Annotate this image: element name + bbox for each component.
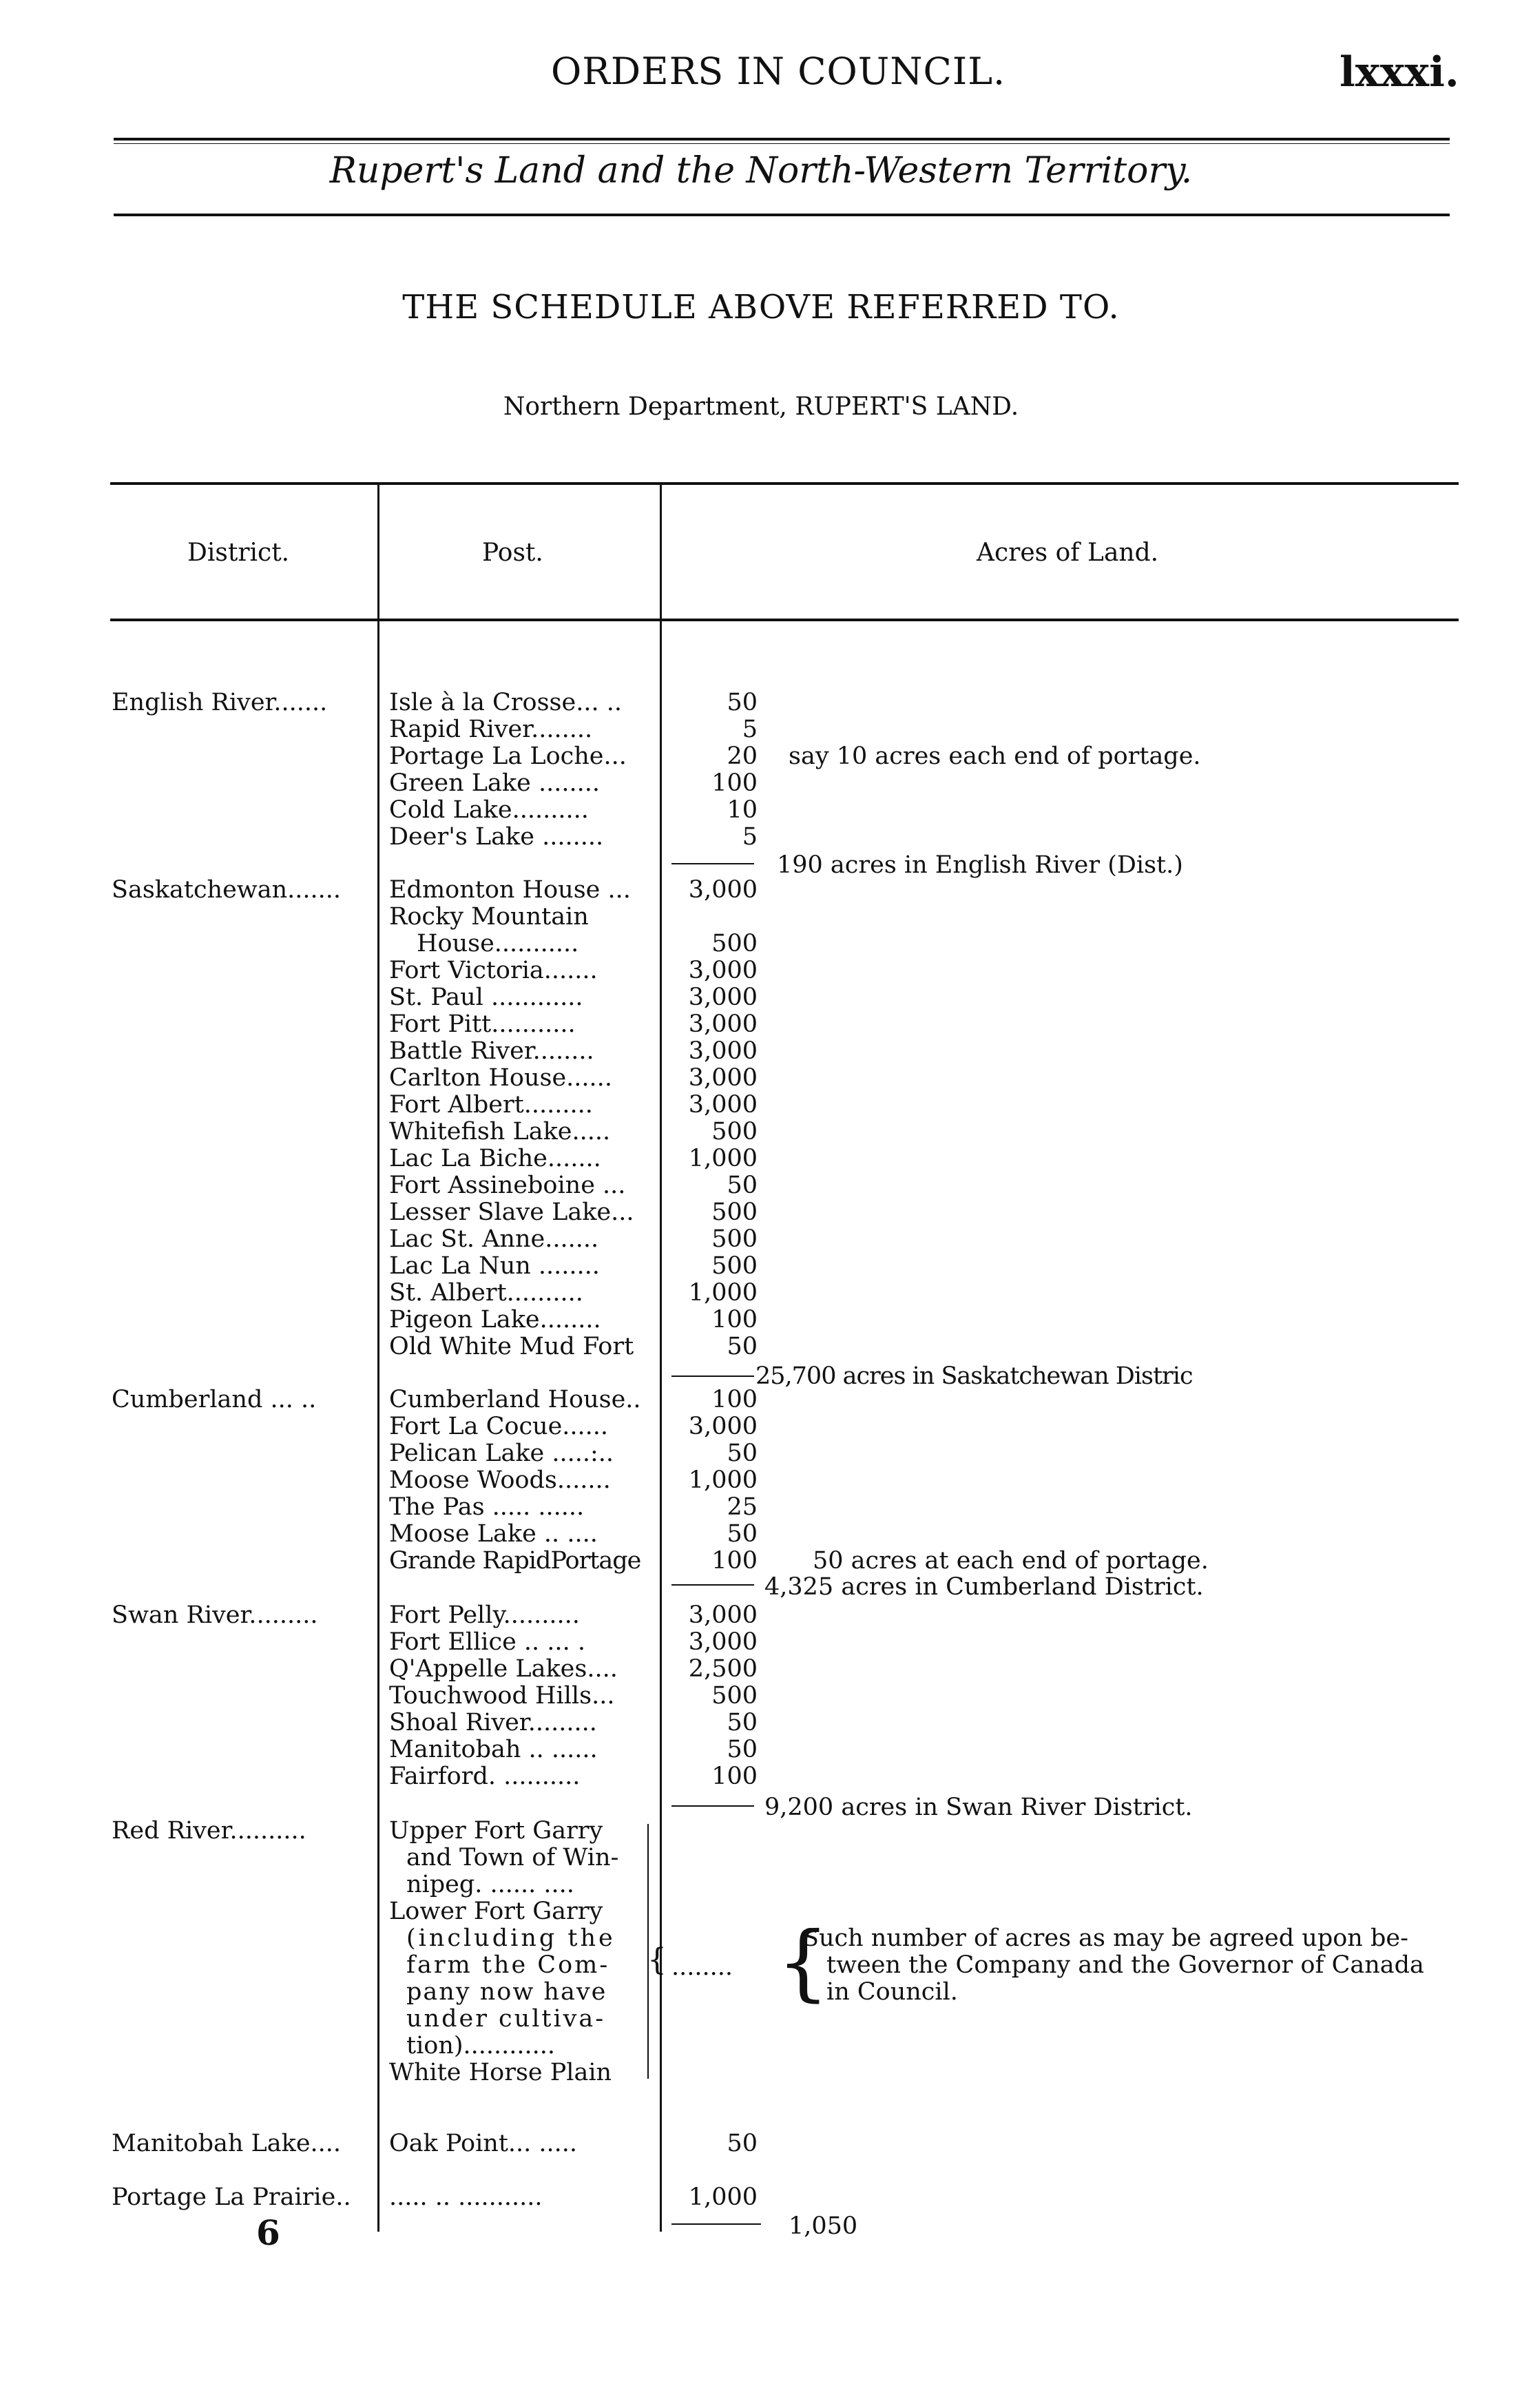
- post-name: pany now have: [406, 1978, 607, 2006]
- district-total: 25,700 acres in Saskatchewan Distric: [755, 1362, 1193, 1390]
- post-name: Lac La Biche.......: [389, 1145, 601, 1172]
- acres-value: 3,000: [688, 1091, 758, 1119]
- column-divider-1: [377, 482, 379, 2232]
- acres-value: 3,000: [688, 1064, 758, 1092]
- acres-value: 100: [711, 1547, 758, 1575]
- post-name: Fort Pitt...........: [389, 1010, 576, 1038]
- acres-value: 100: [711, 1386, 758, 1413]
- post-name: Upper Fort Garry: [389, 1817, 603, 1845]
- table-header-rule: [110, 619, 1459, 621]
- post-name: Lac St. Anne.......: [389, 1225, 599, 1253]
- acres-value: 25: [727, 1493, 758, 1521]
- acres-value: 50: [727, 1709, 758, 1736]
- district-saskatchewan: Saskatchewan.......: [112, 876, 342, 904]
- post-name: Touchwood Hills...: [389, 1682, 615, 1710]
- acres-value: 3,000: [688, 1037, 758, 1065]
- post-name: Q'Appelle Lakes....: [389, 1655, 618, 1683]
- page-number: lxxxi.: [1339, 48, 1459, 96]
- post-name: Old White Mud Fort: [389, 1333, 634, 1360]
- post-name: Edmonton House ...: [389, 876, 631, 904]
- post-name: Portage La Loche...: [389, 743, 627, 770]
- folio-number: 6: [256, 2212, 280, 2253]
- post-name: Battle River........: [389, 1037, 594, 1065]
- portage-note: 50 acres at each end of portage.: [813, 1547, 1209, 1575]
- district-swan-river: Swan River.........: [112, 1601, 318, 1629]
- acres-value: 50: [727, 1736, 758, 1763]
- post-name: Isle à la Crosse... ..: [389, 689, 622, 716]
- post-name: tion)............: [406, 2032, 556, 2059]
- post-name: Rapid River........: [389, 716, 593, 743]
- post-name: The Pas ..... ......: [389, 1493, 585, 1521]
- acres-value: 50: [727, 1333, 758, 1360]
- post-name: farm the Com-: [406, 1951, 610, 1979]
- district-total: 9,200 acres in Swan River District.: [764, 1794, 1193, 1821]
- red-river-note: Such number of acres as may be agreed upon be-: [802, 1924, 1408, 1952]
- acres-value: 50: [727, 2130, 758, 2157]
- acres-value: 3,000: [688, 1628, 758, 1656]
- acres-value: 100: [711, 1763, 758, 1790]
- acres-value: 3,000: [688, 957, 758, 984]
- subtotal-rule: [671, 2223, 761, 2225]
- post-name: ..... .. ...........: [389, 2183, 543, 2211]
- post-name: Fort Assineboine ...: [389, 1172, 626, 1199]
- post-name: St. Paul ............: [389, 984, 583, 1011]
- acres-value: 5: [742, 716, 758, 743]
- post-name: nipeg. ...... ....: [406, 1871, 574, 1898]
- post-name: House...........: [417, 930, 579, 957]
- acres-value: 1,000: [688, 1279, 758, 1307]
- subheading-rule: [114, 214, 1450, 216]
- post-name: Shoal River.........: [389, 1709, 597, 1736]
- acres-value: 1,000: [688, 1466, 758, 1494]
- acres-value: 3,000: [688, 1010, 758, 1038]
- post-name: Fort Victoria.......: [389, 957, 598, 984]
- running-title: ORDERS IN COUNCIL.: [551, 50, 1006, 93]
- district-total: 4,325 acres in Cumberland District.: [764, 1573, 1204, 1601]
- leader-dots: ........: [671, 1953, 733, 1981]
- acres-value: 50: [727, 1520, 758, 1548]
- post-name: Grande RapidPortage: [389, 1547, 641, 1575]
- post-name: Pelican Lake .....:..: [389, 1440, 614, 1467]
- acres-value: 3,000: [688, 1413, 758, 1440]
- acres-value: 50: [727, 1172, 758, 1199]
- post-name: Moose Lake .. ....: [389, 1520, 598, 1548]
- post-name: St. Albert..........: [389, 1279, 583, 1307]
- post-name: Fort La Cocue......: [389, 1413, 609, 1440]
- post-name: Lower Fort Garry: [389, 1898, 603, 1925]
- acres-value: 3,000: [688, 876, 758, 904]
- post-name: Fairford. ..........: [389, 1763, 581, 1790]
- post-name: Green Lake ........: [389, 769, 600, 797]
- schedule-title: THE SCHEDULE ABOVE REFERRED TO.: [402, 288, 1120, 326]
- subtotal-rule: [671, 1584, 754, 1586]
- post-name: Pigeon Lake........: [389, 1306, 601, 1333]
- post-name: Moose Woods.......: [389, 1466, 611, 1494]
- header-rule-thin: [114, 143, 1450, 144]
- acres-value: 100: [711, 1306, 758, 1333]
- subtotal-rule: [671, 1805, 754, 1807]
- district-total: 1,050: [789, 2212, 858, 2240]
- red-river-note: in Council.: [826, 1978, 958, 2006]
- subtotal-rule: [671, 1376, 754, 1377]
- post-name: Whitefish Lake.....: [389, 1118, 611, 1145]
- table-top-rule: [110, 482, 1459, 485]
- header-rule: [114, 138, 1450, 141]
- post-name: Oak Point... .....: [389, 2130, 578, 2157]
- district-portage-la-prairie: Portage La Prairie..: [112, 2183, 351, 2211]
- acres-value: 2,500: [688, 1655, 758, 1683]
- brace-glyph: {: [647, 1942, 667, 1978]
- district-english-river: English River.......: [112, 689, 328, 716]
- acres-value: 500: [711, 1225, 758, 1253]
- department-title: Northern Department, RUPERT'S LAND.: [503, 393, 1019, 421]
- post-name: Rocky Mountain: [389, 903, 589, 931]
- column-header-post: Post.: [482, 539, 543, 567]
- acres-value: 500: [711, 930, 758, 957]
- post-name: Deer's Lake ........: [389, 823, 604, 851]
- post-name: and Town of Win-: [406, 1844, 619, 1871]
- district-total: 190 acres in English River (Dist.): [777, 851, 1183, 879]
- post-name: Fort Ellice .. ... .: [389, 1628, 585, 1656]
- post-name: under cultiva-: [406, 2005, 606, 2033]
- acres-value: 500: [711, 1252, 758, 1280]
- acres-value: 10: [727, 796, 758, 824]
- acres-value: 50: [727, 689, 758, 716]
- acres-value: 500: [711, 1198, 758, 1226]
- acres-value: 500: [711, 1682, 758, 1710]
- acres-value: 1,000: [688, 2183, 758, 2211]
- post-name: Fort Albert.........: [389, 1091, 593, 1119]
- column-header-acres: Acres of Land.: [977, 539, 1159, 567]
- post-name: Cumberland House..: [389, 1386, 641, 1413]
- acres-value: 3,000: [688, 1601, 758, 1629]
- acres-value: 100: [711, 769, 758, 797]
- post-name: Cold Lake..........: [389, 796, 589, 824]
- post-name: Fort Pelly..........: [389, 1601, 580, 1629]
- acres-value: 500: [711, 1118, 758, 1145]
- post-name: Lac La Nun ........: [389, 1252, 600, 1280]
- district-manitobah-lake: Manitobah Lake....: [112, 2130, 342, 2157]
- portage-note: say 10 acres each end of portage.: [789, 743, 1201, 770]
- red-river-note: tween the Company and the Governor of Canada: [826, 1951, 1424, 1979]
- column-header-district: District.: [187, 539, 290, 567]
- subheading: Rupert's Land and the North-Western Territory.: [329, 150, 1193, 191]
- brace-glyph: {: [777, 1915, 830, 2011]
- post-name: Lesser Slave Lake...: [389, 1198, 634, 1226]
- post-name: Carlton House......: [389, 1064, 612, 1092]
- district-cumberland: Cumberland ... ..: [112, 1386, 317, 1413]
- post-name: Manitobah .. ......: [389, 1736, 598, 1763]
- acres-value: 50: [727, 1440, 758, 1467]
- post-name: White Horse Plain: [389, 2059, 612, 2086]
- district-red-river: Red River..........: [112, 1817, 306, 1845]
- post-name: (including the: [406, 1924, 616, 1952]
- acres-value: 5: [742, 823, 758, 851]
- acres-value: 3,000: [688, 984, 758, 1011]
- acres-value: 20: [727, 743, 758, 770]
- acres-value: 1,000: [688, 1145, 758, 1172]
- subtotal-rule: [671, 863, 754, 864]
